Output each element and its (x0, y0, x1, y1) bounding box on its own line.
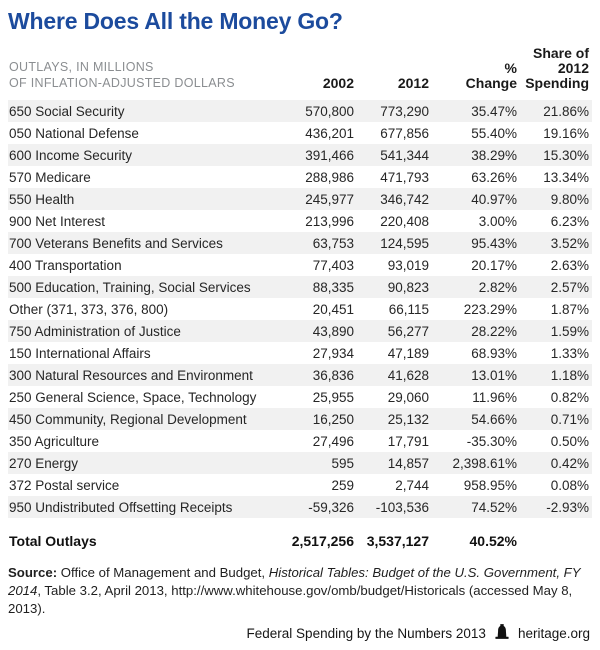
row-share-2012: 21.86% (543, 103, 589, 119)
row-value-2002: 43,890 (312, 323, 354, 339)
percent-change-line1: % (504, 60, 517, 76)
row-share-2012: 13.34% (543, 169, 589, 185)
table-row (8, 342, 592, 364)
row-percent-change: 68.93% (471, 345, 517, 361)
table-row (8, 320, 592, 342)
source-italic-title: Historical Tables: Budget of the U.S. Government, FY 2014 (8, 565, 581, 598)
column-header-2012: 2012 (397, 75, 429, 91)
footer (247, 624, 590, 643)
row-value-2002: 213,996 (305, 213, 354, 229)
row-label: 550 Health (9, 191, 75, 207)
column-header-outlays (8, 46, 280, 100)
source-note (8, 564, 592, 618)
table-row (8, 298, 592, 320)
table-row (8, 496, 592, 518)
row-value-2002: 245,977 (305, 191, 354, 207)
total-share (520, 518, 592, 550)
row-label: 350 Agriculture (9, 433, 100, 449)
publication-name: Federal Spending by the Numbers 2013 (246, 626, 486, 641)
row-value-2002: -59,326 (308, 499, 354, 515)
row-value-2012: 2,744 (395, 477, 429, 493)
row-value-2002: 288,986 (305, 169, 354, 185)
table-row (8, 232, 592, 254)
row-percent-change: 54.66% (471, 411, 517, 427)
total-change: 40.52% (469, 533, 517, 549)
percent-change-line2: Change (465, 75, 517, 91)
row-value-2012: 56,277 (387, 323, 429, 339)
row-percent-change: 11.96% (472, 389, 517, 405)
row-value-2012: 14,857 (387, 455, 429, 471)
row-label: 250 General Science, Space, Technology (9, 389, 257, 405)
row-share-2012: 15.30% (543, 147, 589, 163)
table-row (8, 430, 592, 452)
row-value-2002: 570,800 (305, 103, 354, 119)
share-header-line1: Share of (532, 45, 589, 61)
table-row (8, 364, 592, 386)
row-label: 600 Income Security (9, 147, 133, 163)
row-share-2012: 1.87% (550, 301, 589, 317)
table-row (8, 210, 592, 232)
row-label: 900 Net Interest (9, 213, 106, 229)
row-share-2012: 19.16% (543, 125, 589, 141)
row-label: 450 Community, Regional Development (9, 411, 247, 427)
row-value-2002: 20,451 (312, 301, 354, 317)
row-label: 650 Social Security (9, 103, 125, 119)
row-value-2012: 471,793 (380, 169, 429, 185)
row-value-2012: 541,344 (380, 147, 429, 163)
row-value-2002: 436,201 (305, 125, 354, 141)
total-row (8, 518, 592, 550)
row-value-2002: 27,934 (312, 345, 354, 361)
row-value-2012: 90,823 (387, 279, 429, 295)
row-value-2012: 93,019 (387, 257, 429, 273)
row-value-2012: 25,132 (387, 411, 429, 427)
row-percent-change: -35.30% (466, 433, 517, 449)
row-share-2012: 3.52% (550, 235, 589, 251)
table-row (8, 144, 592, 166)
row-share-2012: 2.57% (550, 279, 589, 295)
row-share-2012: 9.80% (550, 191, 589, 207)
table-total (8, 518, 592, 550)
table-header (8, 46, 592, 100)
table-row (8, 122, 592, 144)
row-percent-change: 40.97% (471, 191, 517, 207)
row-percent-change: 63.26% (471, 169, 517, 185)
row-value-2002: 259 (331, 477, 354, 493)
row-value-2012: 124,595 (380, 235, 429, 251)
row-value-2002: 36,836 (312, 367, 354, 383)
row-percent-change: 13.01% (471, 367, 517, 383)
row-value-2012: 47,189 (387, 345, 429, 361)
row-value-2002: 16,250 (312, 411, 354, 427)
row-value-2002: 595 (331, 455, 354, 471)
row-value-2012: -103,536 (375, 499, 429, 515)
row-share-2012: 1.59% (550, 323, 589, 339)
row-value-2012: 66,115 (388, 301, 429, 317)
row-value-2002: 27,496 (312, 433, 354, 449)
row-share-2012: 0.71% (550, 411, 589, 427)
row-value-2012: 773,290 (380, 103, 429, 119)
row-share-2012: 2.63% (550, 257, 589, 273)
table-row (8, 452, 592, 474)
column-header-percent-change (432, 46, 520, 100)
row-percent-change: 38.29% (471, 147, 517, 163)
row-label: 500 Education, Training, Social Services (9, 279, 251, 295)
row-value-2002: 88,335 (312, 279, 354, 295)
row-label: 372 Postal service (9, 477, 120, 493)
row-share-2012: 0.42% (550, 455, 589, 471)
table-row (8, 188, 592, 210)
row-percent-change: 95.43% (471, 235, 517, 251)
row-value-2012: 29,060 (387, 389, 429, 405)
row-percent-change: 74.52% (471, 499, 517, 515)
row-label: 750 Administration of Justice (9, 323, 181, 339)
row-value-2002: 391,466 (305, 147, 354, 163)
row-value-2012: 677,856 (380, 125, 429, 141)
row-percent-change: 20.17% (471, 257, 517, 273)
row-percent-change: 35.47% (471, 103, 517, 119)
row-share-2012: 1.33% (550, 345, 589, 361)
row-percent-change: 55.40% (471, 125, 517, 141)
share-header-line2: 2012 (557, 60, 589, 76)
table-body (8, 100, 592, 518)
source-text-before: Office of Management and Budget, (57, 565, 269, 580)
outlays-header-line2: OF INFLATION-ADJUSTED DOLLARS (9, 76, 235, 90)
row-value-2002: 63,753 (312, 235, 354, 251)
table-row (8, 276, 592, 298)
spending-table (8, 46, 592, 550)
total-2012: 3,537,127 (366, 533, 429, 549)
row-label: 270 Energy (9, 455, 79, 471)
row-share-2012: 0.08% (550, 477, 589, 493)
row-percent-change: 3.00% (478, 213, 517, 229)
row-share-2012: 6.23% (550, 213, 589, 229)
row-percent-change: 2.82% (478, 279, 517, 295)
row-label: 950 Undistributed Offsetting Receipts (9, 499, 233, 515)
table-row (8, 474, 592, 496)
row-label: 700 Veterans Benefits and Services (9, 235, 223, 251)
website-url: heritage.org (517, 626, 590, 641)
column-header-share (520, 46, 592, 100)
row-value-2012: 41,628 (387, 367, 429, 383)
row-percent-change: 2,398.61% (452, 455, 517, 471)
outlays-header-line1: OUTLAYS, IN MILLIONS (9, 60, 154, 74)
row-label: 400 Transportation (9, 257, 122, 273)
row-label: Other (371, 373, 376, 800) (9, 301, 169, 317)
row-share-2012: -2.93% (546, 499, 589, 515)
row-value-2002: 25,955 (312, 389, 354, 405)
table-row (8, 100, 592, 122)
row-share-2012: 1.18% (550, 367, 589, 383)
liberty-bell-icon (493, 624, 511, 643)
row-value-2012: 17,791 (387, 433, 429, 449)
row-percent-change: 958.95% (463, 477, 517, 493)
table-row (8, 166, 592, 188)
table-row (8, 408, 592, 430)
row-percent-change: 223.29% (463, 301, 517, 317)
row-share-2012: 0.50% (550, 433, 589, 449)
column-header-2002: 2002 (322, 75, 354, 91)
total-label: Total Outlays (9, 533, 97, 549)
row-label: 570 Medicare (9, 169, 91, 185)
row-label: 150 International Affairs (9, 345, 151, 361)
row-label: 300 Natural Resources and Environment (9, 367, 253, 383)
row-label: 050 National Defense (9, 125, 139, 141)
share-header-line3: Spending (525, 75, 589, 91)
total-2002: 2,517,256 (291, 533, 354, 549)
row-value-2012: 220,408 (380, 213, 429, 229)
row-share-2012: 0.82% (550, 389, 589, 405)
row-value-2012: 346,742 (380, 191, 429, 207)
source-label: Source: (8, 565, 58, 580)
page-title: Where Does All the Money Go? (8, 8, 343, 34)
source-text-after: , Table 3.2, April 2013, http://www.whitehouse.gov/omb/budget/Historicals (accessed May 8, 2013). (8, 583, 573, 616)
table-row (8, 386, 592, 408)
row-percent-change: 28.22% (471, 323, 517, 339)
table-row (8, 254, 592, 276)
row-value-2002: 77,403 (312, 257, 354, 273)
